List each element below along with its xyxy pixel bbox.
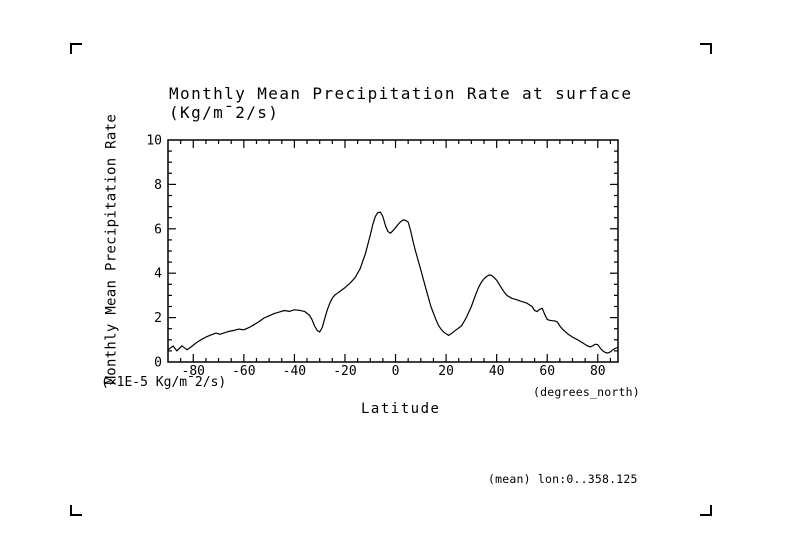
- plot-title: Monthly Mean Precipitation Rate at surface: [169, 84, 633, 103]
- x-axis-label: Latitude: [361, 401, 441, 417]
- x-tick-label: 60: [539, 364, 556, 379]
- y-tick-label: 6: [154, 222, 162, 238]
- y-tick-label: 10: [146, 133, 162, 149]
- mean-lon-annotation: (mean) lon:0..358.125: [488, 472, 638, 486]
- precipitation-curve: [168, 212, 618, 353]
- x-tick-label: 0: [391, 364, 400, 379]
- x-tick-label: 80: [589, 364, 606, 379]
- x-tick-label: -40: [282, 364, 307, 379]
- x-axis-units-label: (degrees_north): [533, 385, 640, 399]
- y-axis-units-label: (×1E-5 Kg/m¯2/s): [101, 375, 227, 390]
- plot-subtitle-units: (Kg/m¯2/s): [169, 103, 280, 122]
- x-tick-label: 20: [438, 364, 454, 379]
- x-tick-label: -60: [232, 364, 256, 379]
- y-axis-label: Monthly Mean Precipitation Rate: [103, 113, 120, 385]
- y-tick-label: 0: [154, 355, 162, 371]
- x-tick-label: -20: [333, 364, 357, 379]
- x-tick-label: 40: [488, 364, 505, 379]
- y-tick-label: 8: [154, 177, 162, 193]
- y-tick-label: 2: [154, 311, 162, 327]
- x-tick-label: -80: [181, 364, 206, 379]
- y-tick-label: 4: [154, 266, 162, 282]
- plot-frame: [168, 140, 618, 362]
